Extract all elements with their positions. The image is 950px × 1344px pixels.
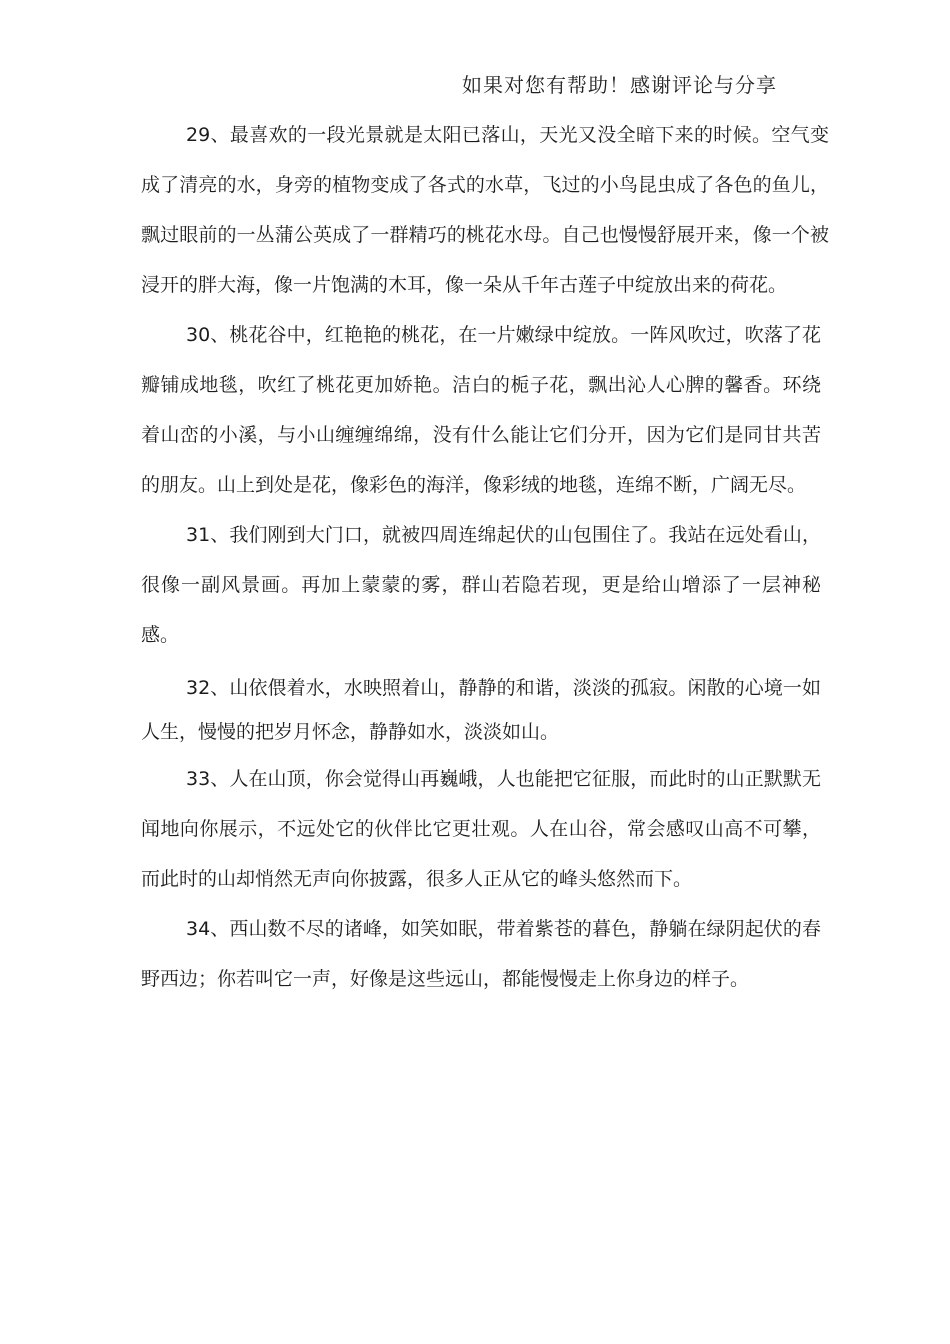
- document-body: [141, 110, 829, 1004]
- paragraph-31: 31、我们刚到大门口，就被四周连绵起伏的山包围住了。我站在远处看山，很像一副风景画。再加上蒙蒙的雾，群山若隐若现，更是给山增添了一层神秘感。: [141, 524, 821, 646]
- paragraph-30: 30、桃花谷中，红艳艳的桃花，在一片嫩绿中绽放。一阵风吹过，吹落了花瓣铺成地毯，吹红了桃花更加娇艳。洁白的栀子花，飘出沁人心脾的馨香。环绕着山峦的小溪，与小山缠缠绵绵，没有什么能让它们分开，因为它们是同甘共苦的朋友。山上到处是花，像彩色的海洋，像彩绒的地毯，连绵不断，广阔无尽。: [141, 324, 821, 496]
- header-note: 如果对您有帮助！感谢评论与分享: [462, 73, 777, 97]
- paragraph-34: 34、西山数不尽的诸峰，如笑如眠，带着紫苍的暮色，静躺在绿阴起伏的春野西边；你若叫它一声，好像是这些远山，都能慢慢走上你身边的样子。: [141, 918, 821, 990]
- paragraph-32: 32、山依偎着水，水映照着山，静静的和谐，淡淡的孤寂。闲散的心境一如人生，慢慢的把岁月怀念，静静如水，淡淡如山。: [141, 677, 821, 743]
- paragraph-33: 33、人在山顶，你会觉得山再巍峨，人也能把它征服，而此时的山正默默无闻地向你展示，不远处它的伙伴比它更壮观。人在山谷，常会感叹山高不可攀，而此时的山却悄然无声向你披露，很多人正从它的峰头悠然而下。: [141, 768, 821, 890]
- paragraph-29: 29、最喜欢的一段光景就是太阳已落山，天光又没全暗下来的时候。空气变成了清亮的水，身旁的植物变成了各式的水草，飞过的小鸟昆虫成了各色的鱼儿，飘过眼前的一丛蒲公英成了一群精巧的桃花水母。自己也慢慢舒展开来，像一个被浸开的胖大海，像一片饱满的木耳，像一朵从千年古莲子中绽放出来的荷花。: [141, 124, 829, 296]
